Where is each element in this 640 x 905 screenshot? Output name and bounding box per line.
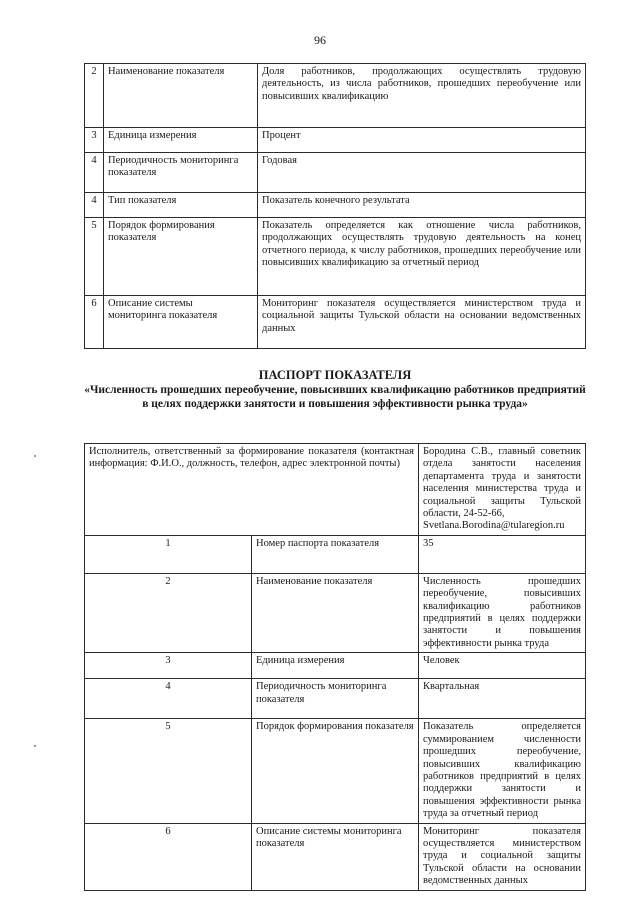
row-value: Годовая	[258, 153, 586, 193]
row-number: 4	[85, 193, 104, 218]
row-value: Мониторинг показателя осуществляется министерством труда и социальной защиты Тульской области на основании ведомственных данных	[419, 823, 586, 890]
table-row	[85, 535, 586, 573]
row-number: 6	[85, 296, 104, 349]
row-label: Периодичность мониторинга показателя	[104, 153, 258, 193]
row-label: Периодичность мониторинга показателя	[252, 679, 419, 719]
table-row	[85, 64, 586, 128]
executor-value	[419, 444, 586, 536]
row-value: Мониторинг показателя осуществляется министерством труда и социальной защиты Тульской области на основании ведомственных данных	[258, 296, 586, 349]
row-value: Квартальная	[419, 679, 586, 719]
row-label: Единица измерения	[252, 653, 419, 679]
row-number: 6	[85, 823, 252, 890]
executor-row	[85, 444, 586, 536]
row-label: Наименование показателя	[104, 64, 258, 128]
row-value: 35	[419, 535, 586, 573]
row-value: Процент	[258, 128, 586, 153]
passport-title-block	[84, 368, 586, 411]
row-value: Показатель конечного результата	[258, 193, 586, 218]
row-number: 4	[85, 153, 104, 193]
table-row	[85, 719, 586, 823]
table-row	[85, 218, 586, 296]
scan-speck	[34, 745, 36, 747]
passport-indicator-title: «Численность прошедших переобучение, повысивших квалификацию работников предприятий в целях поддержки занятости и повышения эффективности рынка труда»	[84, 384, 586, 410]
table-row	[85, 193, 586, 218]
row-value: Человек	[419, 653, 586, 679]
row-number: 5	[85, 218, 104, 296]
page-number: 96	[314, 33, 326, 47]
table-row	[85, 573, 586, 652]
row-label: Порядок формирования показателя	[104, 218, 258, 296]
row-value: Показатель определяется суммированием численности прошедших переобучение, повысивших квалификацию работников предприятий в целях поддержки занятости и повышения эффективности рынка труда за отчетный период	[419, 719, 586, 823]
executor-label: Исполнитель, ответственный за формирование показателя (контактная информация: Ф.И.О., должность, телефон, адрес электронной почты)	[85, 444, 419, 536]
scan-speck	[34, 455, 36, 457]
row-number: 3	[85, 128, 104, 153]
row-number: 1	[85, 535, 252, 573]
row-value: Доля работников, продолжающих осуществлять трудовую деятельность, из числа работников, прошедших переобучение или повысивших квалификацию	[258, 64, 586, 128]
row-label: Описание системы мониторинга показателя	[104, 296, 258, 349]
row-number: 2	[85, 64, 104, 128]
executor-contact: Бородина С.В., главный советник отдела занятости населения департамента труда и занятости населения министерства труда и социальной защиты Тульской области, 24-52-66,	[423, 446, 581, 520]
row-label: Порядок формирования показателя	[252, 719, 419, 823]
indicator-table-continued	[84, 63, 586, 349]
table-row	[85, 679, 586, 719]
row-label: Номер паспорта показателя	[252, 535, 419, 573]
passport-heading: ПАСПОРТ ПОКАЗАТЕЛЯ	[258, 368, 412, 382]
row-label: Тип показателя	[104, 193, 258, 218]
row-number: 2	[85, 573, 252, 652]
row-number: 5	[85, 719, 252, 823]
indicator-passport-table	[84, 443, 586, 891]
table-row	[85, 128, 586, 153]
table-row	[85, 823, 586, 890]
table-row	[85, 296, 586, 349]
table-row	[85, 653, 586, 679]
row-number: 3	[85, 653, 252, 679]
row-label: Описание системы мониторинга показателя	[252, 823, 419, 890]
table-row	[85, 153, 586, 193]
row-number: 4	[85, 679, 252, 719]
row-label: Единица измерения	[104, 128, 258, 153]
row-value: Численность прошедших переобучение, повысивших квалификацию работников предприятий в целях поддержки занятости и повышения эффективности рынка труда	[419, 573, 586, 652]
row-value: Показатель определяется как отношение числа работников, продолжающих осуществлять трудовую деятельность на конец отчетного периода, к числу работников, прошедших переобучение или повысивших квалификацию за отчетный период	[258, 218, 586, 296]
row-label: Наименование показателя	[252, 573, 419, 652]
executor-email: Svetlana.Borodina@tularegion.ru	[423, 520, 565, 532]
